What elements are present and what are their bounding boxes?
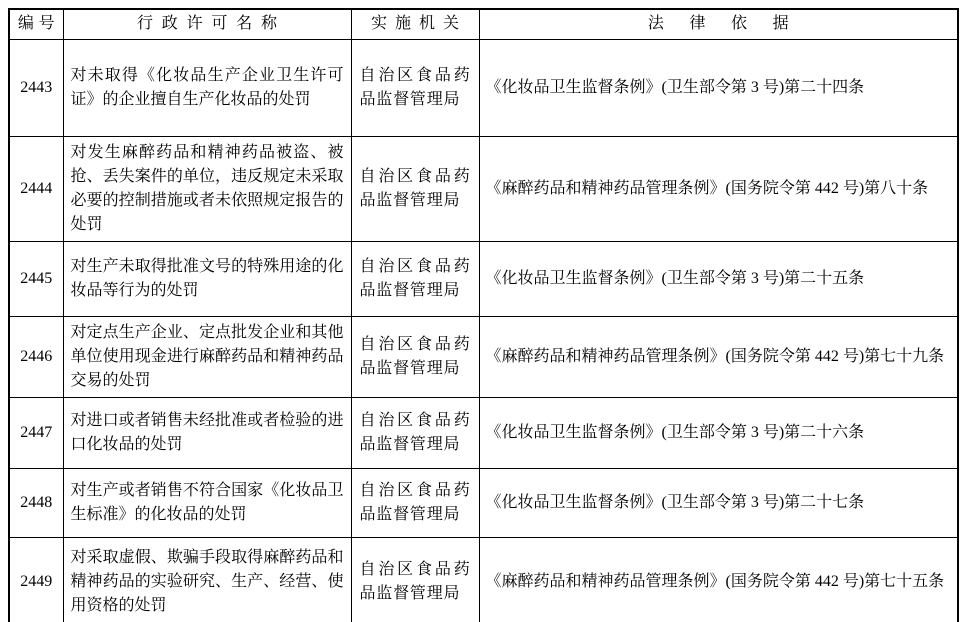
cell-legal: 《化妆品卫生监督条例》(卫生部令第 3 号)第二十七条 [479,468,958,537]
cell-id: 2446 [9,316,63,397]
cell-agency: 自治区食品药品监督管理局 [351,397,479,468]
cell-legal: 《化妆品卫生监督条例》(卫生部令第 3 号)第二十四条 [479,39,958,136]
permits-table [8,8,959,622]
cell-name: 对未取得《化妆品生产企业卫生许可证》的企业擅自生产化妆品的处罚 [63,39,351,136]
header-agency: 实施机关 [351,9,479,39]
cell-id: 2449 [9,537,63,622]
table-row [9,537,958,622]
cell-legal: 《麻醉药品和精神药品管理条例》(国务院令第 442 号)第七十九条 [479,316,958,397]
header-permit-name: 行政许可名称 [63,9,351,39]
cell-agency: 自治区食品药品监督管理局 [351,468,479,537]
table-row [9,468,958,537]
cell-name: 对定点生产企业、定点批发企业和其他单位使用现金进行麻醉药品和精神药品交易的处罚 [63,316,351,397]
cell-id: 2444 [9,136,63,241]
cell-agency: 自治区食品药品监督管理局 [351,39,479,136]
table-row [9,39,958,136]
cell-id: 2445 [9,241,63,316]
cell-name: 对生产未取得批准文号的特殊用途的化妆品等行为的处罚 [63,241,351,316]
table-row [9,241,958,316]
cell-agency: 自治区食品药品监督管理局 [351,316,479,397]
cell-name: 对进口或者销售未经批准或者检验的进口化妆品的处罚 [63,397,351,468]
cell-legal: 《化妆品卫生监督条例》(卫生部令第 3 号)第二十五条 [479,241,958,316]
header-id: 编号 [9,9,63,39]
table-row [9,316,958,397]
cell-id: 2447 [9,397,63,468]
header-row [9,9,958,39]
cell-name: 对发生麻醉药品和精神药品被盗、被抢、丢失案件的单位，违反规定未采取必要的控制措施或者未依照规定报告的处罚 [63,136,351,241]
cell-legal: 《化妆品卫生监督条例》(卫生部令第 3 号)第二十六条 [479,397,958,468]
cell-legal: 《麻醉药品和精神药品管理条例》(国务院令第 442 号)第八十条 [479,136,958,241]
cell-legal: 《麻醉药品和精神药品管理条例》(国务院令第 442 号)第七十五条 [479,537,958,622]
cell-id: 2443 [9,39,63,136]
table-row [9,136,958,241]
cell-name: 对采取虚假、欺骗手段取得麻醉药品和精神药品的实验研究、生产、经营、使用资格的处罚 [63,537,351,622]
cell-name: 对生产或者销售不符合国家《化妆品卫生标准》的化妆品的处罚 [63,468,351,537]
table-row [9,397,958,468]
cell-agency: 自治区食品药品监督管理局 [351,241,479,316]
header-legal-basis: 法律依据 [479,9,958,39]
cell-id: 2448 [9,468,63,537]
cell-agency: 自治区食品药品监督管理局 [351,537,479,622]
table-body [9,39,958,622]
cell-agency: 自治区食品药品监督管理局 [351,136,479,241]
